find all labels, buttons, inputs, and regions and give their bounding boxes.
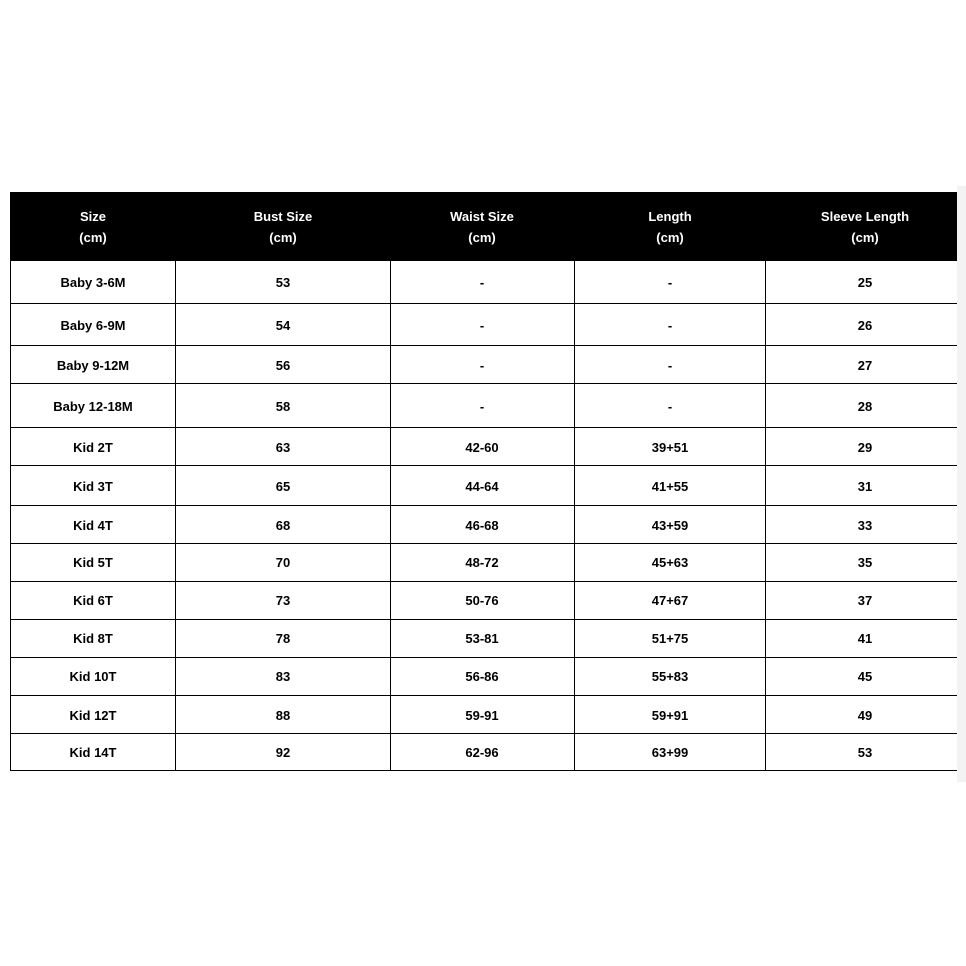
cell-length: 55+83: [651, 669, 689, 684]
cell-bust-size: 54: [275, 318, 291, 333]
cell-sleeve-length: 25: [857, 275, 873, 290]
cell-bust-size: 68: [275, 518, 291, 533]
cell-bust-size: 53: [275, 275, 291, 290]
cell-sleeve-length: 28: [857, 399, 873, 414]
header-size-label: Size: [79, 209, 107, 224]
cell-sleeve-length: 45: [857, 669, 873, 684]
cell-bust-size: 56: [275, 358, 291, 373]
cell-length: -: [667, 275, 673, 290]
cell-bust-size: 58: [275, 399, 291, 414]
cell-bust-size: 88: [275, 708, 291, 723]
cell-sleeve-length: 29: [857, 440, 873, 455]
header-sleeve-length-unit: (cm): [851, 230, 879, 245]
cell-bust-size: 92: [275, 745, 291, 760]
cell-sleeve-length: 49: [857, 708, 873, 723]
cell-waist-size: 42-60: [465, 440, 499, 455]
cell-size: Kid 8T: [73, 631, 113, 646]
header-sleeve-length-label: Sleeve Length: [820, 209, 910, 224]
cell-length: 47+67: [651, 593, 689, 608]
cell-bust-size: 70: [275, 555, 291, 570]
cell-length: -: [667, 358, 673, 373]
cell-size: Baby 3-6M: [60, 275, 126, 290]
cell-waist-size: -: [479, 318, 485, 333]
header-length-unit: (cm): [656, 230, 684, 245]
cell-size: Kid 3T: [73, 479, 113, 494]
cell-bust-size: 78: [275, 631, 291, 646]
cell-size: Baby 12-18M: [53, 399, 133, 414]
cell-sleeve-length: 35: [857, 555, 873, 570]
cell-sleeve-length: 33: [857, 518, 873, 533]
cell-waist-size: 62-96: [465, 745, 499, 760]
cell-size: Kid 5T: [73, 555, 113, 570]
cell-bust-size: 63: [275, 440, 291, 455]
cell-waist-size: -: [479, 275, 485, 290]
cell-length: 45+63: [651, 555, 689, 570]
cell-length: -: [667, 399, 673, 414]
cell-waist-size: 56-86: [465, 669, 499, 684]
header-length-label: Length: [648, 209, 692, 224]
cell-waist-size: 53-81: [465, 631, 499, 646]
cell-sleeve-length: 37: [857, 593, 873, 608]
header-row: [10, 192, 957, 261]
header-bust-size-label: Bust Size: [253, 209, 313, 224]
cell-length: 63+99: [651, 745, 689, 760]
cell-size: Kid 10T: [69, 669, 117, 684]
cell-bust-size: 65: [275, 479, 291, 494]
cell-sleeve-length: 27: [857, 358, 873, 373]
cell-size: Kid 4T: [73, 518, 113, 533]
cell-length: 59+91: [651, 708, 689, 723]
cell-bust-size: 83: [275, 669, 291, 684]
cell-size: Kid 2T: [73, 440, 113, 455]
cell-size: Kid 14T: [69, 745, 117, 760]
cell-length: 51+75: [651, 631, 689, 646]
cell-length: 43+59: [651, 518, 689, 533]
cell-length: 39+51: [651, 440, 689, 455]
cell-waist-size: 59-91: [465, 708, 499, 723]
header-size-unit: (cm): [79, 230, 107, 245]
cell-waist-size: 44-64: [465, 479, 499, 494]
cell-sleeve-length: 53: [857, 745, 873, 760]
header-bust-size-unit: (cm): [269, 230, 297, 245]
cell-waist-size: -: [479, 358, 485, 373]
cell-bust-size: 73: [275, 593, 291, 608]
header-waist-size-unit: (cm): [468, 230, 496, 245]
cell-waist-size: 48-72: [465, 555, 499, 570]
cell-size: Kid 6T: [73, 593, 113, 608]
cell-sleeve-length: 41: [857, 631, 873, 646]
cell-length: 41+55: [651, 479, 689, 494]
cell-waist-size: 46-68: [465, 518, 499, 533]
cell-size: Kid 12T: [69, 708, 117, 723]
cell-waist-size: -: [479, 399, 485, 414]
cell-waist-size: 50-76: [465, 593, 499, 608]
cell-size: Baby 6-9M: [60, 318, 126, 333]
right-edge-shade: [957, 186, 966, 782]
cell-sleeve-length: 26: [857, 318, 873, 333]
header-waist-size-label: Waist Size: [450, 209, 514, 224]
cell-length: -: [667, 318, 673, 333]
cell-sleeve-length: 31: [857, 479, 873, 494]
cell-size: Baby 9-12M: [56, 358, 130, 373]
